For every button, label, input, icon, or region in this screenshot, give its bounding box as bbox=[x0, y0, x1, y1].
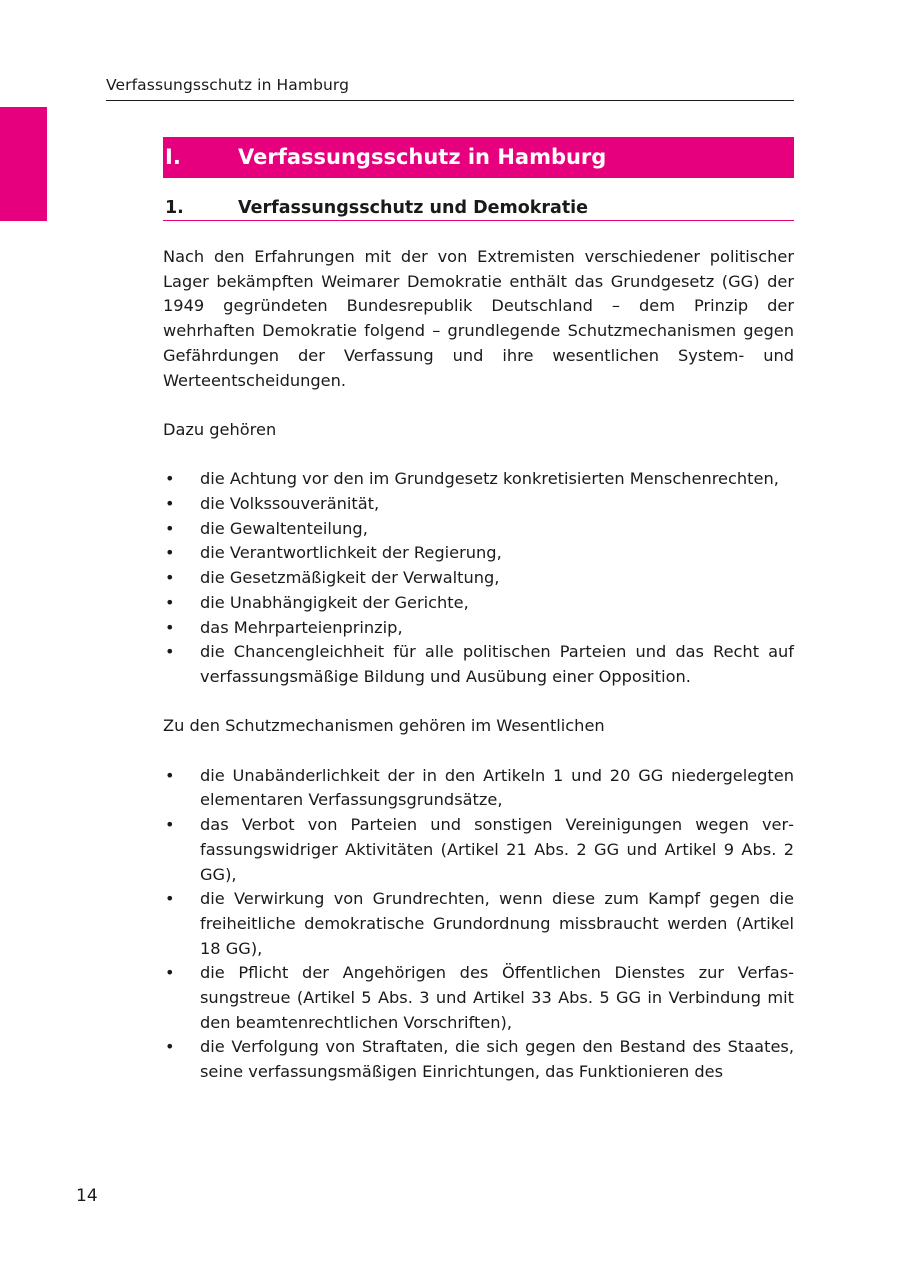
bullet: • bbox=[165, 494, 175, 513]
list-item bbox=[163, 591, 794, 616]
list-item bbox=[163, 887, 794, 961]
bullet: • bbox=[165, 543, 175, 563]
protection-mechanisms-list bbox=[163, 764, 794, 1085]
list-item bbox=[163, 616, 794, 641]
bullet: • bbox=[165, 592, 175, 612]
chapter-side-tab bbox=[0, 107, 47, 221]
chapter-number: I. bbox=[165, 145, 181, 169]
list-item-text: die Volkssouveränität, bbox=[200, 494, 380, 513]
list-item bbox=[163, 1035, 794, 1084]
bullet: • bbox=[165, 617, 175, 637]
list-item-text: die Chancengleichheit für alle politischen Parteien und das Recht auf verfassungsmäßige Bildung und Ausübung einer Opposition. bbox=[200, 642, 794, 686]
bullet: • bbox=[165, 889, 175, 909]
section-number: 1. bbox=[165, 198, 184, 218]
bullet: • bbox=[165, 815, 175, 835]
bullet: • bbox=[165, 469, 175, 489]
section-title: Verfassungsschutz und Demokratie bbox=[238, 198, 589, 218]
list-item-text: das Verbot von Parteien und sonstigen Vereinigungen wegen verfassungswidriger Aktivitäten (Artikel 21 Abs. 2 GG und Artikel 9 Abs. 2 GG), bbox=[200, 815, 794, 884]
intro-paragraph: Nach den Erfahrungen mit der von Extremisten verschiedener politischer Lager bekämpften Weimarer Demokratie enthält das Grundgesetz (GG) der 1949 gegründeten Bundesrepublik Deutschland – dem Prinzip der wehrhaften Demokratie folgend – grundlegende Schutzmechanismen gegen Gefährdungen der Verfassung und ihre wesentlichen System- und Werteentscheidungen. bbox=[163, 247, 794, 390]
list-item bbox=[163, 541, 794, 566]
principles-list bbox=[163, 467, 794, 689]
body-text bbox=[163, 245, 794, 1110]
list-item-text: das Mehrparteienprinzip, bbox=[200, 617, 403, 637]
list-item-text: die Achtung vor den im Grundgesetz konkretisierten Menschenrechten, bbox=[200, 469, 779, 489]
chapter-heading bbox=[163, 137, 794, 178]
list-item-text: die Unabhängigkeit der Gerichte, bbox=[200, 592, 469, 612]
list-item bbox=[163, 640, 794, 689]
list-item bbox=[163, 566, 794, 591]
list-item bbox=[163, 961, 794, 1035]
section-heading bbox=[163, 196, 794, 221]
page-number: 14 bbox=[76, 1186, 98, 1206]
bullet: • bbox=[165, 765, 175, 785]
list-item bbox=[163, 492, 794, 517]
bullet: • bbox=[165, 518, 175, 538]
list-item bbox=[163, 813, 794, 887]
bullet: • bbox=[165, 642, 175, 662]
chapter-title: Verfassungsschutz in Hamburg bbox=[238, 145, 607, 169]
list-item bbox=[163, 764, 794, 813]
bullet: • bbox=[165, 1037, 175, 1057]
list-item-text: die Unabänderlichkeit der in den Artikeln 1 und 20 GG niedergelegten elementaren Verfassungsgrundsätze, bbox=[200, 765, 794, 810]
running-head: Verfassungsschutz in Hamburg bbox=[106, 75, 794, 101]
list-intro: Zu den Schutzmechanismen gehören im Wesentlichen bbox=[163, 716, 605, 736]
bullet: • bbox=[165, 963, 175, 983]
list-item-text: die Verantwortlichkeit der Regierung, bbox=[200, 543, 502, 563]
list-item bbox=[163, 517, 794, 542]
list-item-text: die Gesetzmäßigkeit der Verwaltung, bbox=[200, 568, 500, 588]
list-item-text: die Verwirkung von Grundrechten, wenn diese zum Kampf gegen die freiheitliche demokratische Grundordnung missbraucht werden (Artikel 18 GG), bbox=[200, 889, 794, 958]
list-intro: Dazu gehören bbox=[163, 419, 277, 439]
list-item-text: die Verfolgung von Straftaten, die sich gegen den Bestand des Staates, seine verfassungsmäßigen Einrichtungen, das Funktionieren des bbox=[200, 1037, 794, 1082]
list-item bbox=[163, 467, 794, 492]
bullet: • bbox=[165, 568, 175, 588]
list-item-text: die Pflicht der Angehörigen des Öffentlichen Dienstes zur Verfassungstreue (Artikel 5 Abs. 3 und Artikel 33 Abs. 5 GG in Verbindung mit den beamtenrechtlichen Vorschriften), bbox=[200, 963, 794, 1032]
list-item-text: die Gewaltenteilung, bbox=[200, 518, 368, 538]
